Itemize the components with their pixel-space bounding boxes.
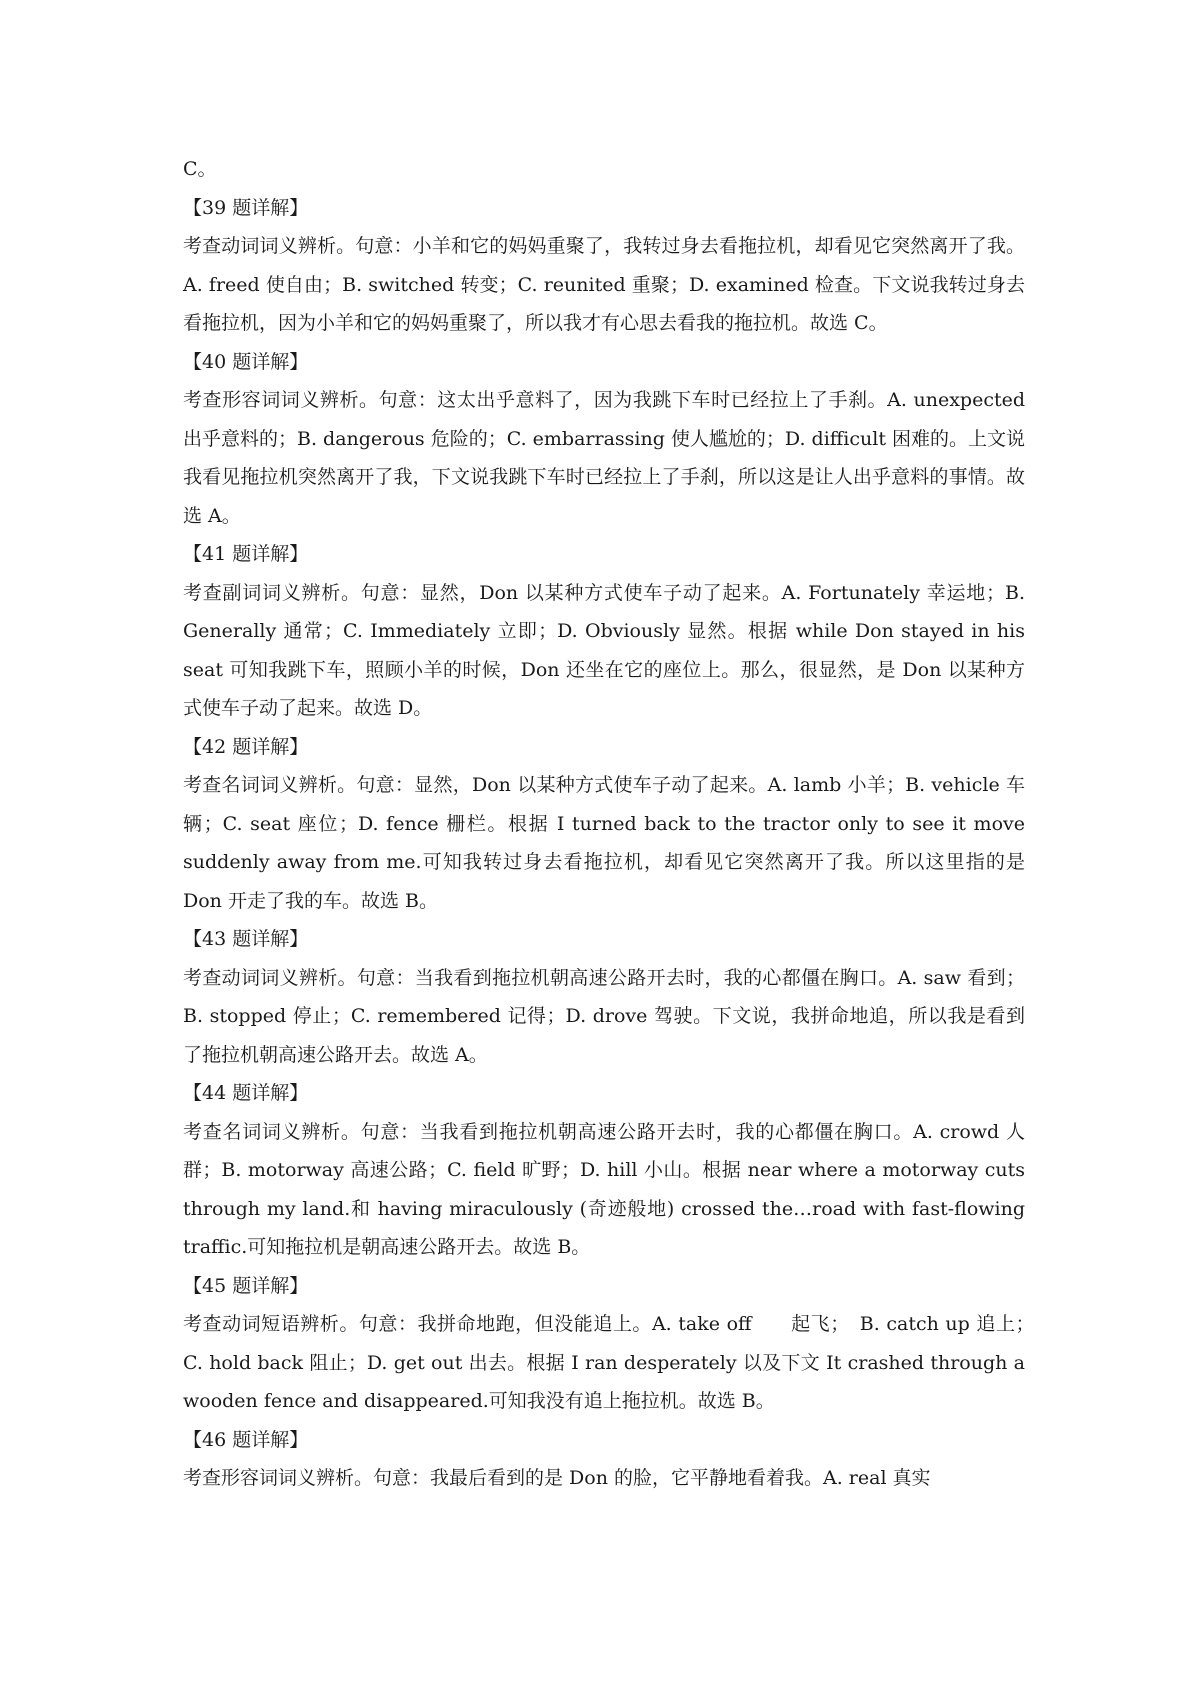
section-heading: 【43 题详解】 — [183, 928, 309, 950]
document-page — [183, 150, 1064, 1498]
section-heading: 【40 题详解】 — [183, 350, 309, 373]
section-heading: 【44 题详解】 — [183, 1082, 309, 1104]
section-body: 考查形容词词义辨析。句意：我最后看到的是 Don 的脸，它平静地看着我。A. real 真实 — [183, 1467, 931, 1489]
section-body: 考查动词短语辨析。句意：我拼命地跑，但没能追上。A. take off 起飞； B. catch up 追上； C. hold back 阻止；D. get out 出去。根据 I ran desperately 以及下文 It crashed through a wooden fence and disappeared.可知我没有追上拖拉机。故选 B。 — [183, 1313, 1064, 1412]
section-heading: 【41 题详解】 — [183, 543, 309, 565]
explanation-section-41 — [183, 535, 1025, 728]
explanation-section-46 — [183, 1421, 1025, 1498]
section-body: 考查副词词义辨析。句意：显然，Don 以某种方式使车子动了起来。A. Fortunately 幸运地；B. Generally 通常；C. Immediately 立即；D. Obviously 显然。根据 while Don stayed in his seat 可知我跳下车，照顾小羊的时候，Don 还坐在它的座位上。那么，很显然，是 Don 以某种方式使车子动了起来。故选 D。 — [183, 581, 1025, 719]
section-body: 考查动词词义辨析。句意：当我看到拖拉机朝高速公路开去时，我的心都僵在胸口。A. saw 看到；B. stopped 停止；C. remembered 记得；D. drove 驾驶。下文说，我拼命地追，所以我是看到了拖拉机朝高速公路开去。故选 A。 — [183, 966, 1025, 1066]
explanation-section-44 — [183, 1074, 1025, 1267]
section-heading: 【39 题详解】 — [183, 196, 309, 219]
explanation-section-43 — [183, 920, 1025, 1074]
section-body: 考查名词词义辨析。句意：当我看到拖拉机朝高速公路开去时，我的心都僵在胸口。A. crowd 人群；B. motorway 高速公路；C. field 旷野；D. hill 小山。根据 near where a motorway cuts through my land.和 having miraculously (奇迹般地) crossed the…road with fast-flowing traffic.可知拖拉机是朝高速公路开去。故选 B。 — [183, 1120, 1025, 1258]
explanation-section-42 — [183, 728, 1025, 921]
section-heading: 【42 题详解】 — [183, 735, 309, 758]
previous-answer-tail: C。 — [183, 158, 217, 180]
section-body: 考查动词词义辨析。句意：小羊和它的妈妈重聚了，我转过身去看拖拉机，却看见它突然离开了我。A. freed 使自由；B. switched 转变；C. reunited 重聚；D. examined 检查。下文说我转过身去看拖拉机，因为小羊和它的妈妈重聚了，所以我才有心思去看我的拖拉机。故选 C。 — [183, 235, 1025, 334]
explanation-section-40 — [183, 343, 1025, 536]
section-heading: 【45 题详解】 — [183, 1274, 309, 1297]
explanation-section-45 — [183, 1267, 1064, 1421]
section-body: 考查名词词义辨析。句意：显然，Don 以某种方式使车子动了起来。A. lamb 小羊；B. vehicle 车辆；C. seat 座位；D. fence 栅栏。根据 I turned back to the tractor only to see it move suddenly away from me.可知我转过身去看拖拉机，却看见它突然离开了我。所以这里指的是 Don 开走了我的车。故选 B。 — [183, 774, 1025, 912]
section-body: 考查形容词词义辨析。句意：这太出乎意料了，因为我跳下车时已经拉上了手刹。A. unexpected 出乎意料的；B. dangerous 危险的；C. embarrassing 使人尴尬的；D. difficult 困难的。上文说我看见拖拉机突然离开了我，下文说我跳下车时已经拉上了手刹，所以这是让人出乎意料的事情。故选 A。 — [183, 389, 1026, 527]
explanation-section-39 — [183, 189, 1025, 343]
section-heading: 【46 题详解】 — [183, 1428, 309, 1451]
